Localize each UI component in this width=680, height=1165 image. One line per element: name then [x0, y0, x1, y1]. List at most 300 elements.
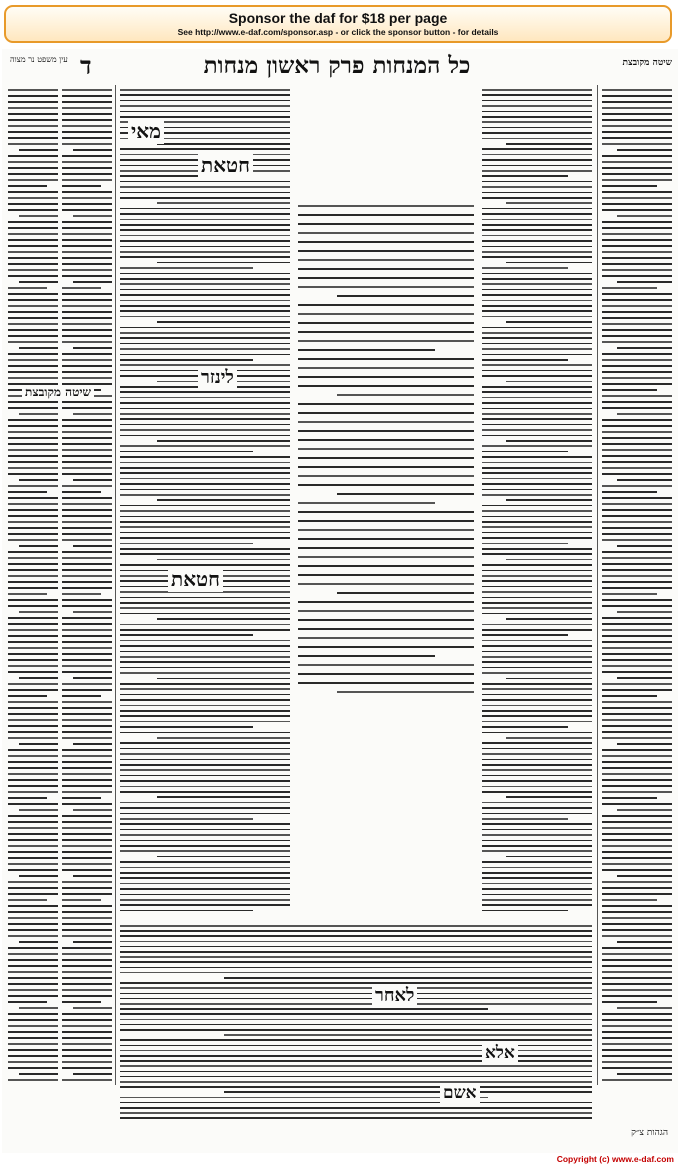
- text-line: [298, 574, 474, 576]
- text-line: [602, 965, 672, 967]
- text-line: [602, 605, 672, 607]
- text-line: [62, 755, 112, 757]
- text-line: [298, 412, 474, 414]
- text-line: [602, 359, 672, 361]
- text-line: [298, 376, 474, 378]
- text-line: [482, 607, 592, 609]
- text-line: [482, 742, 592, 744]
- text-line: [62, 1001, 101, 1003]
- text-line: [506, 202, 592, 204]
- text-line: [602, 671, 672, 673]
- text-line: [8, 821, 58, 823]
- text-line: [8, 137, 58, 139]
- text-line: [602, 641, 672, 643]
- text-line: [8, 923, 58, 925]
- text-line: [120, 510, 290, 512]
- text-line: [482, 694, 592, 696]
- text-line: [120, 1065, 592, 1067]
- text-line: [120, 219, 290, 221]
- text-line: [120, 494, 290, 496]
- text-line: [298, 430, 474, 432]
- text-line: [482, 532, 592, 534]
- text-line: [62, 287, 101, 289]
- text-line: [602, 665, 672, 667]
- text-line: [617, 743, 672, 745]
- text-line: [602, 761, 672, 763]
- text-line: [8, 491, 47, 493]
- text-line: [8, 185, 47, 187]
- text-line: [8, 305, 58, 307]
- text-line: [120, 116, 290, 118]
- text-line: [120, 1008, 488, 1010]
- text-line: [19, 479, 58, 481]
- text-line: [120, 1029, 592, 1031]
- text-line: [482, 472, 592, 474]
- text-line: [62, 731, 112, 733]
- text-line: [62, 671, 112, 673]
- text-line: [482, 116, 592, 118]
- text-line: [120, 397, 290, 399]
- text-line: [8, 737, 58, 739]
- text-line: [62, 605, 112, 607]
- text-line: [120, 972, 592, 974]
- text-line: [120, 823, 290, 825]
- text-line: [8, 767, 58, 769]
- text-line: [62, 641, 112, 643]
- text-line: [617, 875, 672, 877]
- text-line: [120, 726, 253, 728]
- text-line: [602, 191, 672, 193]
- text-line: [482, 683, 592, 685]
- text-line: [8, 437, 58, 439]
- text-line: [62, 575, 112, 577]
- text-line: [482, 181, 592, 183]
- text-line: [298, 304, 474, 306]
- text-line: [73, 1073, 112, 1075]
- text-line: [602, 923, 672, 925]
- text-line: [120, 505, 290, 507]
- text-line: [62, 359, 112, 361]
- text-line: [120, 354, 290, 356]
- text-line: [602, 533, 672, 535]
- text-line: [482, 786, 592, 788]
- text-line: [120, 1086, 592, 1088]
- text-line: [120, 613, 290, 615]
- text-line: [482, 94, 592, 96]
- text-line: [602, 929, 672, 931]
- text-line: [506, 440, 592, 442]
- text-line: [8, 749, 58, 751]
- text-line: [602, 419, 672, 421]
- text-line: [602, 785, 672, 787]
- text-line: [298, 502, 435, 504]
- text-line: [482, 332, 592, 334]
- text-line: [482, 148, 592, 150]
- text-line: [602, 971, 672, 973]
- text-line: [8, 197, 58, 199]
- text-line: [8, 131, 58, 133]
- text-line: [602, 653, 672, 655]
- text-line: [120, 435, 290, 437]
- text-line: [602, 539, 672, 541]
- text-line: [482, 397, 592, 399]
- text-line: [120, 910, 253, 912]
- text-line: [62, 173, 112, 175]
- text-line: [8, 419, 58, 421]
- text-line: [298, 403, 474, 405]
- text-line: [602, 287, 657, 289]
- text-line: [62, 899, 101, 901]
- text-line: [8, 275, 58, 277]
- text-line: [602, 503, 672, 505]
- text-line: [482, 402, 592, 404]
- text-line: [298, 619, 474, 621]
- text-line: [482, 645, 592, 647]
- text-line: [482, 780, 592, 782]
- text-line: [62, 911, 112, 913]
- text-line: [120, 1045, 592, 1047]
- text-line: [8, 503, 58, 505]
- text-line: [8, 917, 58, 919]
- text-line: [157, 678, 290, 680]
- text-line: [8, 401, 58, 403]
- text-line: [62, 179, 112, 181]
- text-line: [120, 1060, 592, 1062]
- text-line: [602, 299, 672, 301]
- text-line: [120, 1050, 592, 1052]
- text-line: [120, 327, 290, 329]
- sponsor-title: Sponsor the daf for $18 per page: [228, 10, 448, 26]
- text-line: [506, 262, 592, 264]
- text-line: [73, 413, 112, 415]
- text-line: [62, 701, 112, 703]
- text-line: [62, 965, 112, 967]
- text-line: [120, 742, 290, 744]
- text-line: [602, 893, 672, 895]
- text-line: [617, 347, 672, 349]
- text-line: [73, 941, 112, 943]
- text-line: [120, 834, 290, 836]
- text-line: [506, 381, 592, 383]
- text-line: [62, 773, 112, 775]
- text-line: [602, 1061, 672, 1063]
- text-line: [62, 821, 112, 823]
- text-line: [73, 677, 112, 679]
- text-line: [482, 343, 592, 345]
- text-line: [8, 653, 58, 655]
- text-line: [8, 1001, 47, 1003]
- text-line: [8, 671, 58, 673]
- text-line: [482, 548, 592, 550]
- text-line: [482, 769, 592, 771]
- text-line: [482, 802, 592, 804]
- text-line: [8, 245, 58, 247]
- text-line: [62, 311, 112, 313]
- text-line: [120, 289, 290, 291]
- text-line: [482, 456, 592, 458]
- text-line: [602, 323, 672, 325]
- text-line: [62, 467, 112, 469]
- text-line: [602, 797, 657, 799]
- text-line: [120, 105, 290, 107]
- text-line: [482, 624, 592, 626]
- text-line: [62, 221, 112, 223]
- text-line: [120, 1013, 592, 1015]
- text-line: [8, 497, 58, 499]
- text-line: [157, 737, 290, 739]
- text-line: [8, 329, 58, 331]
- text-line: [62, 917, 112, 919]
- text-line: [120, 769, 290, 771]
- text-line: [482, 910, 568, 912]
- text-line: [8, 509, 58, 511]
- text-line: [8, 1079, 58, 1081]
- text-line: [120, 780, 290, 782]
- sponsor-subtitle[interactable]: See http://www.e-daf.com/sponsor.asp - or click the sponsor button - for details: [177, 27, 499, 37]
- text-line: [120, 597, 290, 599]
- text-line: [120, 861, 290, 863]
- text-line: [19, 149, 58, 151]
- text-line: [120, 267, 253, 269]
- text-line: [120, 807, 290, 809]
- text-line: [482, 553, 592, 555]
- text-line: [120, 451, 253, 453]
- text-line: [8, 899, 47, 901]
- text-line: [8, 701, 58, 703]
- text-line: [602, 89, 672, 91]
- text-line: [482, 818, 568, 820]
- text-line: [8, 1067, 58, 1069]
- text-line: [602, 779, 672, 781]
- text-line: [482, 575, 592, 577]
- sponsor-banner[interactable]: [4, 5, 672, 43]
- text-line: [73, 479, 112, 481]
- text-line: [62, 275, 112, 277]
- text-line: [482, 386, 592, 388]
- text-line: [62, 719, 112, 721]
- text-line: [120, 656, 290, 658]
- text-line: [602, 143, 672, 145]
- text-line: [337, 691, 474, 693]
- text-line: [62, 257, 112, 259]
- text-line: [120, 899, 290, 901]
- text-line: [62, 539, 112, 541]
- text-line: [62, 1025, 112, 1027]
- text-line: [602, 851, 672, 853]
- text-line: [8, 863, 58, 865]
- text-line: [482, 894, 592, 896]
- text-line: [62, 533, 112, 535]
- text-line: [482, 451, 568, 453]
- text-line: [602, 599, 672, 601]
- text-line: [120, 840, 290, 842]
- text-line: [62, 485, 112, 487]
- text-line: [8, 377, 58, 379]
- text-line: [482, 688, 592, 690]
- text-line: [298, 682, 474, 684]
- text-line: [482, 121, 592, 123]
- text-line: [8, 467, 58, 469]
- text-line: [120, 532, 290, 534]
- text-line: [506, 559, 592, 561]
- text-line: [337, 295, 474, 297]
- copyright-notice[interactable]: Copyright (c) www.e-daf.com: [556, 1154, 674, 1164]
- text-line: [482, 748, 592, 750]
- text-line: [298, 601, 474, 603]
- text-line: [62, 977, 112, 979]
- text-line: [62, 629, 112, 631]
- text-line: [19, 215, 58, 217]
- text-line: [602, 401, 672, 403]
- text-line: [602, 1055, 672, 1057]
- text-line: [8, 803, 58, 805]
- text-line: [62, 791, 112, 793]
- text-line: [62, 461, 112, 463]
- text-line: [157, 143, 290, 145]
- text-line: [8, 425, 58, 427]
- text-line: [120, 348, 290, 350]
- text-line: [482, 834, 592, 836]
- text-line: [482, 370, 592, 372]
- text-line: [120, 294, 290, 296]
- text-line: [62, 761, 112, 763]
- text-line: [120, 402, 290, 404]
- text-line: [482, 764, 592, 766]
- text-line: [62, 203, 112, 205]
- text-line: [482, 467, 592, 469]
- text-line: [120, 181, 290, 183]
- text-line: [602, 317, 672, 319]
- text-line: [120, 1003, 592, 1005]
- text-line: [482, 235, 592, 237]
- text-line: [602, 485, 672, 487]
- text-line: [62, 1031, 112, 1033]
- text-line: [8, 317, 58, 319]
- text-line: [120, 548, 290, 550]
- text-line: [482, 462, 592, 464]
- text-line: [617, 215, 672, 217]
- bottom-commentary: [120, 921, 592, 1121]
- text-line: [482, 105, 592, 107]
- text-line: [482, 192, 592, 194]
- text-line: [602, 263, 672, 265]
- text-line: [62, 251, 112, 253]
- text-line: [62, 371, 112, 373]
- text-line: [482, 510, 592, 512]
- text-line: [602, 701, 672, 703]
- text-line: [62, 785, 112, 787]
- text-line: [62, 1019, 112, 1021]
- text-line: [120, 715, 290, 717]
- text-line: [602, 629, 672, 631]
- text-line: [602, 1043, 672, 1045]
- text-line: [62, 317, 112, 319]
- text-line: [8, 1055, 58, 1057]
- text-line: [8, 557, 58, 559]
- text-line: [120, 602, 290, 604]
- text-line: [482, 726, 568, 728]
- text-line: [73, 875, 112, 877]
- text-line: [157, 262, 290, 264]
- text-line: [482, 375, 592, 377]
- text-line: [298, 331, 474, 333]
- text-line: [8, 1061, 58, 1063]
- text-line: [298, 340, 474, 342]
- text-line: [8, 371, 58, 373]
- text-line: [298, 466, 474, 468]
- text-line: [120, 802, 290, 804]
- text-line: [120, 930, 592, 932]
- text-line: [8, 443, 58, 445]
- text-line: [602, 221, 672, 223]
- text-line: [120, 316, 290, 318]
- text-line: [8, 161, 58, 163]
- text-line: [8, 227, 58, 229]
- text-line: [602, 437, 672, 439]
- text-line: [120, 982, 592, 984]
- text-line: [8, 323, 58, 325]
- text-line: [120, 904, 290, 906]
- text-line: [602, 167, 672, 169]
- text-line: [19, 1007, 58, 1009]
- text-line: [120, 1019, 592, 1021]
- text-line: [120, 543, 253, 545]
- text-line: [73, 809, 112, 811]
- text-line: [120, 332, 290, 334]
- text-line: [120, 1097, 488, 1099]
- text-line: [62, 935, 112, 937]
- text-line: [8, 257, 58, 259]
- text-line: [8, 617, 58, 619]
- text-line: [602, 425, 672, 427]
- text-line: [298, 475, 474, 477]
- text-line: [482, 483, 592, 485]
- text-line: [120, 1112, 592, 1114]
- text-line: [62, 863, 112, 865]
- text-line: [482, 111, 592, 113]
- text-line: [8, 707, 58, 709]
- text-line: [602, 209, 672, 211]
- text-line: [120, 235, 290, 237]
- text-line: [298, 313, 474, 315]
- text-line: [8, 461, 58, 463]
- text-line: [8, 893, 58, 895]
- text-line: [602, 227, 672, 229]
- text-line: [298, 232, 474, 234]
- text-line: [8, 593, 47, 595]
- text-line: [62, 365, 112, 367]
- text-line: [120, 413, 290, 415]
- text-line: [337, 592, 474, 594]
- text-line: [8, 359, 58, 361]
- text-line: [62, 989, 112, 991]
- text-line: [62, 401, 112, 403]
- daf-letter: ד: [80, 51, 92, 80]
- text-line: [62, 299, 112, 301]
- tosafot-column: [120, 85, 290, 915]
- text-line: [8, 269, 58, 271]
- text-line: [602, 311, 672, 313]
- text-line: [506, 737, 592, 739]
- text-line: [602, 947, 672, 949]
- text-line: [298, 250, 474, 252]
- text-line: [8, 341, 58, 343]
- text-line: [62, 887, 112, 889]
- text-line: [482, 208, 592, 210]
- text-line: [602, 335, 672, 337]
- text-line: [602, 707, 672, 709]
- text-line: [482, 775, 592, 777]
